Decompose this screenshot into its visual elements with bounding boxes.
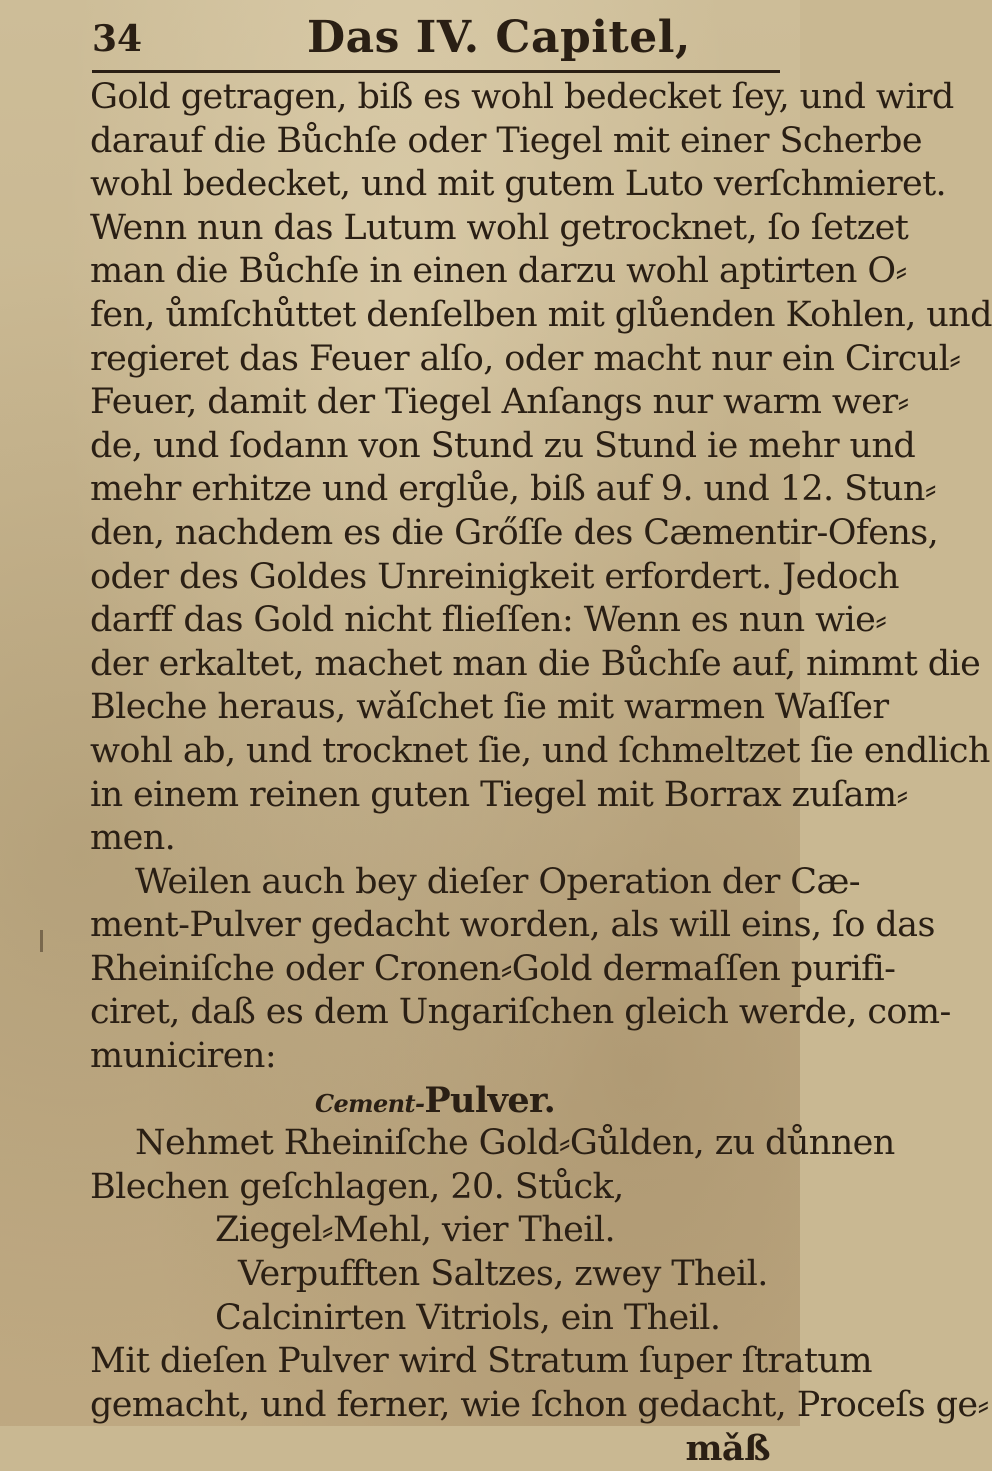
text-line: Blechen geſchlagen, 20. Stůck,: [90, 1166, 624, 1207]
text-line: Wenn nun das Lutum wohl getrocknet, ſo ſetzet: [90, 207, 909, 248]
text-line: man die Bůchſe in einen darzu wohl aptirten O⸗: [90, 251, 907, 292]
edge-mark: [40, 930, 43, 952]
text-line: Gold getragen, biß es wohl bedecket ſey, und wird: [90, 77, 954, 117]
text-line: regieret das Feuer alſo, oder macht nur ein Circul⸗: [90, 338, 961, 379]
text-line: men.: [90, 818, 176, 859]
section-heading: [90, 1079, 790, 1123]
text-line: gemacht, und ferner, wie ſchon gedacht, Proceſs ge⸗: [90, 1384, 989, 1425]
text-line: municiren:: [90, 1036, 277, 1077]
body-text: [90, 76, 992, 1471]
text-line: der erkaltet, machet man die Bůchſe auf, nimmt die: [90, 643, 981, 684]
header-rule: [92, 70, 780, 73]
text-line: Mit dieſen Pulver wird Stratum ſuper ſtratum: [90, 1341, 872, 1382]
text-line: mehr erhitze und erglůe, biß auf 9. und 12. Stun⸗: [90, 469, 936, 510]
text-line: wohl bedecket, und mit gutem Luto verſchmieret.: [90, 164, 947, 205]
text-line: wohl ab, und trocknet ſie, und ſchmeltzet ſie endlich: [90, 730, 990, 771]
text-line: oder des Goldes Unreinigkeit erfordert. Jedoch: [90, 556, 899, 597]
text-line: in einem reinen guten Tiegel mit Borrax zuſam⸗: [90, 774, 908, 815]
text-line: Calcinirten Vitriols, ein Theil.: [215, 1297, 721, 1338]
running-head: Das IV. Capitel,: [307, 12, 691, 63]
text-line: fen, ůmſchůttet denſelben mit glůenden Kohlen, und: [90, 294, 992, 335]
text-line: ciret, daß es dem Ungariſchen gleich werde, com-: [90, 992, 951, 1033]
text-line: Bleche heraus, wǎſchet ſie mit warmen Waſſer: [90, 687, 889, 728]
text-line: Rheiniſche oder Cronen⸗Gold dermaſſen purifi-: [90, 948, 896, 989]
page-number: 34: [92, 18, 143, 60]
text-line: Feuer, damit der Tiegel Anſangs nur warm wer⸗: [90, 382, 909, 423]
page-header: [92, 8, 782, 64]
text-line: Ziegel⸗Mehl, vier Theil.: [215, 1210, 615, 1251]
heading-main: Pulver.: [424, 1079, 556, 1121]
text-line: darauf die Bůchſe oder Tiegel mit einer Scherbe: [90, 120, 922, 161]
text-line: Verpufften Saltzes, zwey Theil.: [238, 1254, 768, 1295]
text-line: Nehmet Rheiniſche Gold⸗Gůlden, zu důnnen: [135, 1123, 895, 1164]
text-line: Weilen auch bey dieſer Operation der Cæ-: [135, 861, 861, 902]
text-line: de, und ſodann von Stund zu Stund ie mehr und: [90, 425, 916, 466]
text-line: den, nachdem es die Grőſſe des Cæmentir-Ofens,: [90, 512, 939, 553]
text-line: darff das Gold nicht flieſſen: Wenn es nun wie⸗: [90, 600, 887, 641]
catchword: mǎß: [685, 1428, 770, 1470]
heading-prefix: Cement-: [315, 1088, 425, 1118]
text-line: ment-Pulver gedacht worden, als will eins, ſo das: [90, 905, 935, 946]
